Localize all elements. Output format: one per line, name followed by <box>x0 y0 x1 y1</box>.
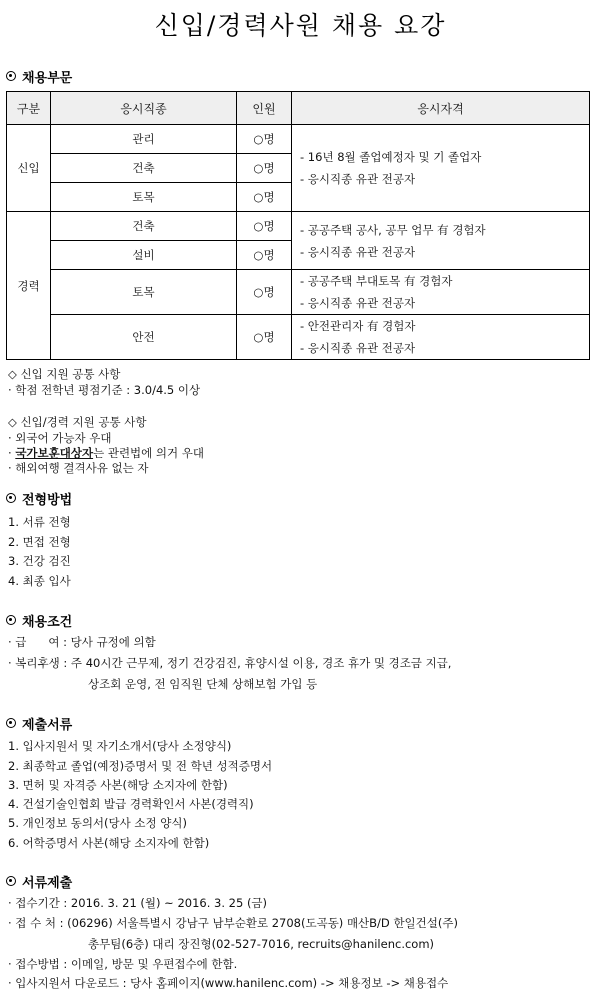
document-item: 1. 입사지원서 및 자기소개서(당사 소정양식) <box>8 739 232 753</box>
qualification-line: - 응시직종 유관 전공자 <box>300 341 416 355</box>
all-common-title: ◇ 신입/경력 지원 공통 사항 <box>8 415 147 429</box>
qualification-line: - 응시직종 유관 전공자 <box>300 244 416 259</box>
process-step: 1. 서류 전형 <box>8 515 71 529</box>
table-row <box>7 212 590 241</box>
qualification-line: - 공공주택 부대토목 有 경험자 <box>300 274 453 288</box>
section-title: 채용부문 <box>22 70 73 86</box>
process-step: 2. 면접 전형 <box>8 535 71 549</box>
job-cell: 토목 <box>51 183 237 212</box>
job-cell: 설비 <box>51 241 237 270</box>
veterans-highlight: 국가보훈대상자 <box>15 446 94 460</box>
qualification-line: - 응시직종 유관 전공자 <box>300 296 416 310</box>
qualification-cell <box>292 125 590 212</box>
section-title: 전형방법 <box>22 492 73 508</box>
job-cell: 관리 <box>51 125 237 154</box>
new-common-item: · 학점 전학년 평점기준 : 3.0/4.5 이상 <box>8 383 201 397</box>
table-row <box>7 315 590 360</box>
section-title: 채용조건 <box>22 614 73 630</box>
submission-method: · 접수방법 : 이메일, 방문 및 우편접수에 한함. <box>8 957 238 971</box>
all-common-item: · 외국어 가능자 우대 <box>8 431 112 445</box>
count-cell: ○명 <box>237 212 292 241</box>
table-row <box>7 125 590 154</box>
condition-welfare: · 복리후생 : 주 40시간 근무제, 정기 건강검진, 휴양시설 이용, 경조 휴가 및 경조금 지급, <box>8 656 452 670</box>
section-conditions <box>6 612 72 628</box>
qualification-line: - 16년 8월 졸업예정자 및 기 졸업자 <box>300 150 482 164</box>
qualification-line: - 안전관리자 有 경험자 <box>300 319 416 333</box>
section-title: 서류제출 <box>22 875 73 891</box>
job-cell: 건축 <box>51 212 237 241</box>
header-qualification: 응시자격 <box>292 92 590 125</box>
circle-bullet-icon <box>6 71 16 81</box>
header-count: 인원 <box>237 92 292 125</box>
all-common-item: · 해외여행 결격사유 없는 자 <box>8 461 149 475</box>
qualification-line: - 응시직종 유관 전공자 <box>300 172 416 186</box>
header-job: 응시직종 <box>51 92 237 125</box>
document-item: 4. 건설기술인협회 발급 경력확인서 사본(경력직) <box>8 797 254 811</box>
all-common-item <box>8 445 204 461</box>
section-documents <box>6 715 72 731</box>
job-cell: 토목 <box>51 270 237 315</box>
process-step: 4. 최종 입사 <box>8 574 71 588</box>
submission-period: · 접수기간 : 2016. 3. 21 (월) ~ 2016. 3. 25 (금) <box>8 896 268 910</box>
process-step: 3. 건강 검진 <box>8 554 71 568</box>
page-title: 신입/경력사원 채용 요강 <box>154 11 447 40</box>
circle-bullet-icon <box>6 615 16 625</box>
document-item: 3. 면허 및 자격증 사본(해당 소지자에 한함) <box>8 778 228 792</box>
count-cell: ○명 <box>237 241 292 270</box>
submission-contact: 총무팀(6층) 대리 장진형(02-527-7016, recruits@hanilenc.com) <box>88 937 435 951</box>
qualification-cell <box>292 212 590 270</box>
section-submission <box>6 873 72 889</box>
recruitment-table <box>6 91 590 360</box>
new-common-title: ◇ 신입 지원 공통 사항 <box>8 367 121 381</box>
job-cell: 안전 <box>51 315 237 360</box>
count-cell: ○명 <box>237 154 292 183</box>
all-common-suffix: 는 관련법에 의거 우대 <box>93 446 205 460</box>
count-cell: ○명 <box>237 270 292 315</box>
condition-salary: · 급 여 : 당사 규정에 의함 <box>8 635 156 649</box>
submission-download: · 입사지원서 다운로드 : 당사 홈페이지(www.hanilenc.com) -> 채용정보 -> 채용접수 <box>8 976 449 990</box>
section-process <box>6 490 72 506</box>
group-experienced: 경력 <box>7 212 51 360</box>
qualification-cell <box>292 315 590 360</box>
section-recruit <box>6 68 72 84</box>
group-new: 신입 <box>7 125 51 212</box>
table-header-row <box>7 92 590 125</box>
table-row <box>7 270 590 315</box>
qualification-line: - 공공주택 공사, 공무 업무 有 경험자 <box>300 222 486 237</box>
circle-bullet-icon <box>6 718 16 728</box>
circle-bullet-icon <box>6 493 16 503</box>
submission-address: · 접 수 처 : (06296) 서울특별시 강남구 남부순환로 2708(도곡동) 매산B/D 한일건설(주) <box>8 916 458 930</box>
document-item: 5. 개인정보 동의서(당사 소정 양식) <box>8 816 187 830</box>
section-title: 제출서류 <box>22 717 73 733</box>
count-cell: ○명 <box>237 315 292 360</box>
document-item: 2. 최종학교 졸업(예정)증명서 및 전 학년 성적증명서 <box>8 759 273 773</box>
circle-bullet-icon <box>6 876 16 886</box>
header-category: 구분 <box>7 92 51 125</box>
count-cell: ○명 <box>237 183 292 212</box>
job-cell: 건축 <box>51 154 237 183</box>
count-cell: ○명 <box>237 125 292 154</box>
all-common-prefix: · <box>8 446 16 460</box>
document-item: 6. 어학증명서 사본(해당 소지자에 한함) <box>8 836 210 850</box>
qualification-cell <box>292 270 590 315</box>
condition-welfare-cont: 상조회 운영, 전 임직원 단체 상해보험 가입 등 <box>88 677 318 691</box>
